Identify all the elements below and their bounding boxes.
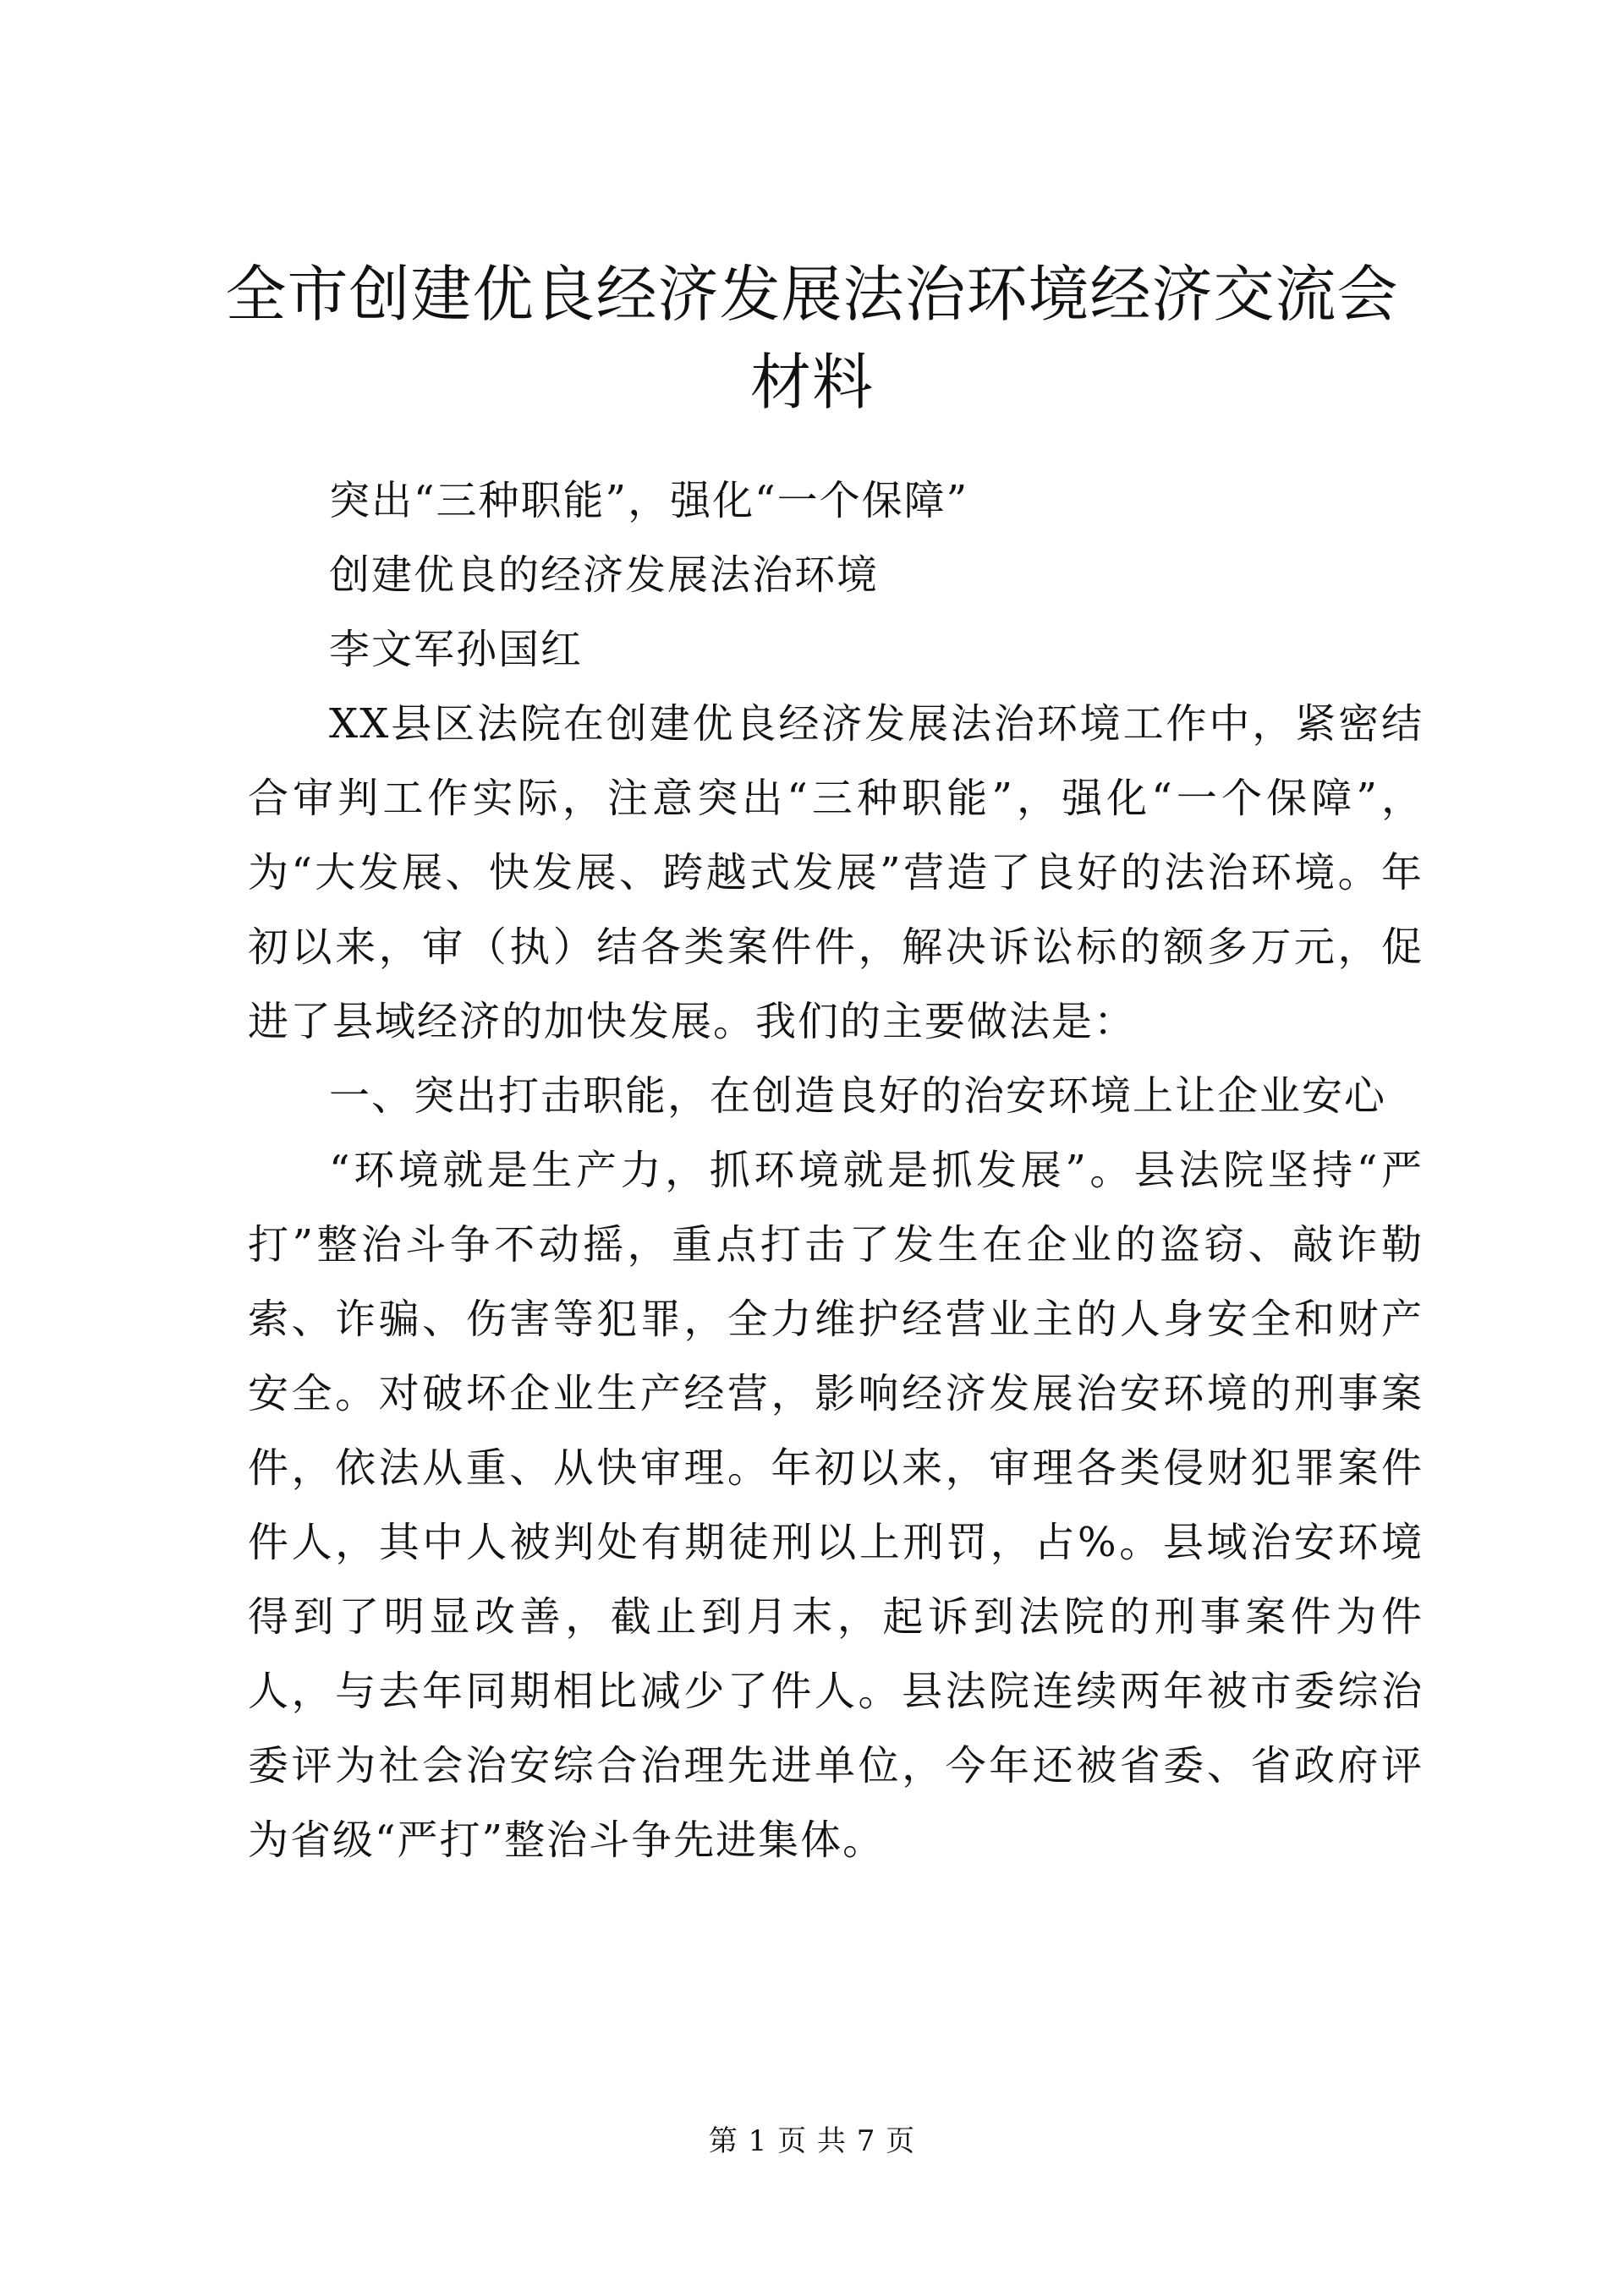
body-paragraph-intro: XX县区法院在创建优良经济发展法治环境工作中，紧密结合审判工作实际，注意突出“三种职能”，强化“一个保障”，为“大发展、快发展、跨越式发展”营造了良好的法治环境。年初以来，审（执）结各类案件件，解决诉讼标的额多万元，促进了县域经济的加快发展。我们的主要做法是： bbox=[248, 700, 1424, 1045]
subtitle-line-1: 突出“三种职能”，强化“一个保障” bbox=[329, 477, 969, 524]
page-footer: 第 1 页 共 7 页 bbox=[708, 2124, 916, 2158]
document-title: 全市创建优良经济发展法治环境经济交流会材料 bbox=[225, 259, 1399, 418]
author-line: 李文军孙国红 bbox=[329, 626, 584, 673]
document-body bbox=[248, 463, 1424, 1877]
body-paragraph-section-1: “环境就是生产力，抓环境就是抓发展”。县法院坚持“严打”整治斗争不动摇，重点打击了发生在企业的盗窃、敲诈勒索、诈骗、伤害等犯罪，全力维护经营业主的人身安全和财产安全。对破坏企业生产经营，影响经济发展治安环境的刑事案件，依法从重、从快审理。年初以来，审理各类侵财犯罪案件件人，其中人被判处有期徒刑以上刑罚，占%。县域治安环境得到了明显改善，截止到月末，起诉到法院的刑事案件为件人，与去年同期相比减少了件人。县法院连续两年被市委综治委评为社会治安综合治理先进单位，今年还被省委、省政府评为省级“严打”整治斗争先进集体。 bbox=[248, 1147, 1424, 1864]
section-heading-1: 一、突出打击职能，在创造良好的治安环境上让企业安心 bbox=[329, 1072, 1387, 1120]
subtitle-line-2: 创建优良的经济发展法治环境 bbox=[329, 551, 880, 599]
